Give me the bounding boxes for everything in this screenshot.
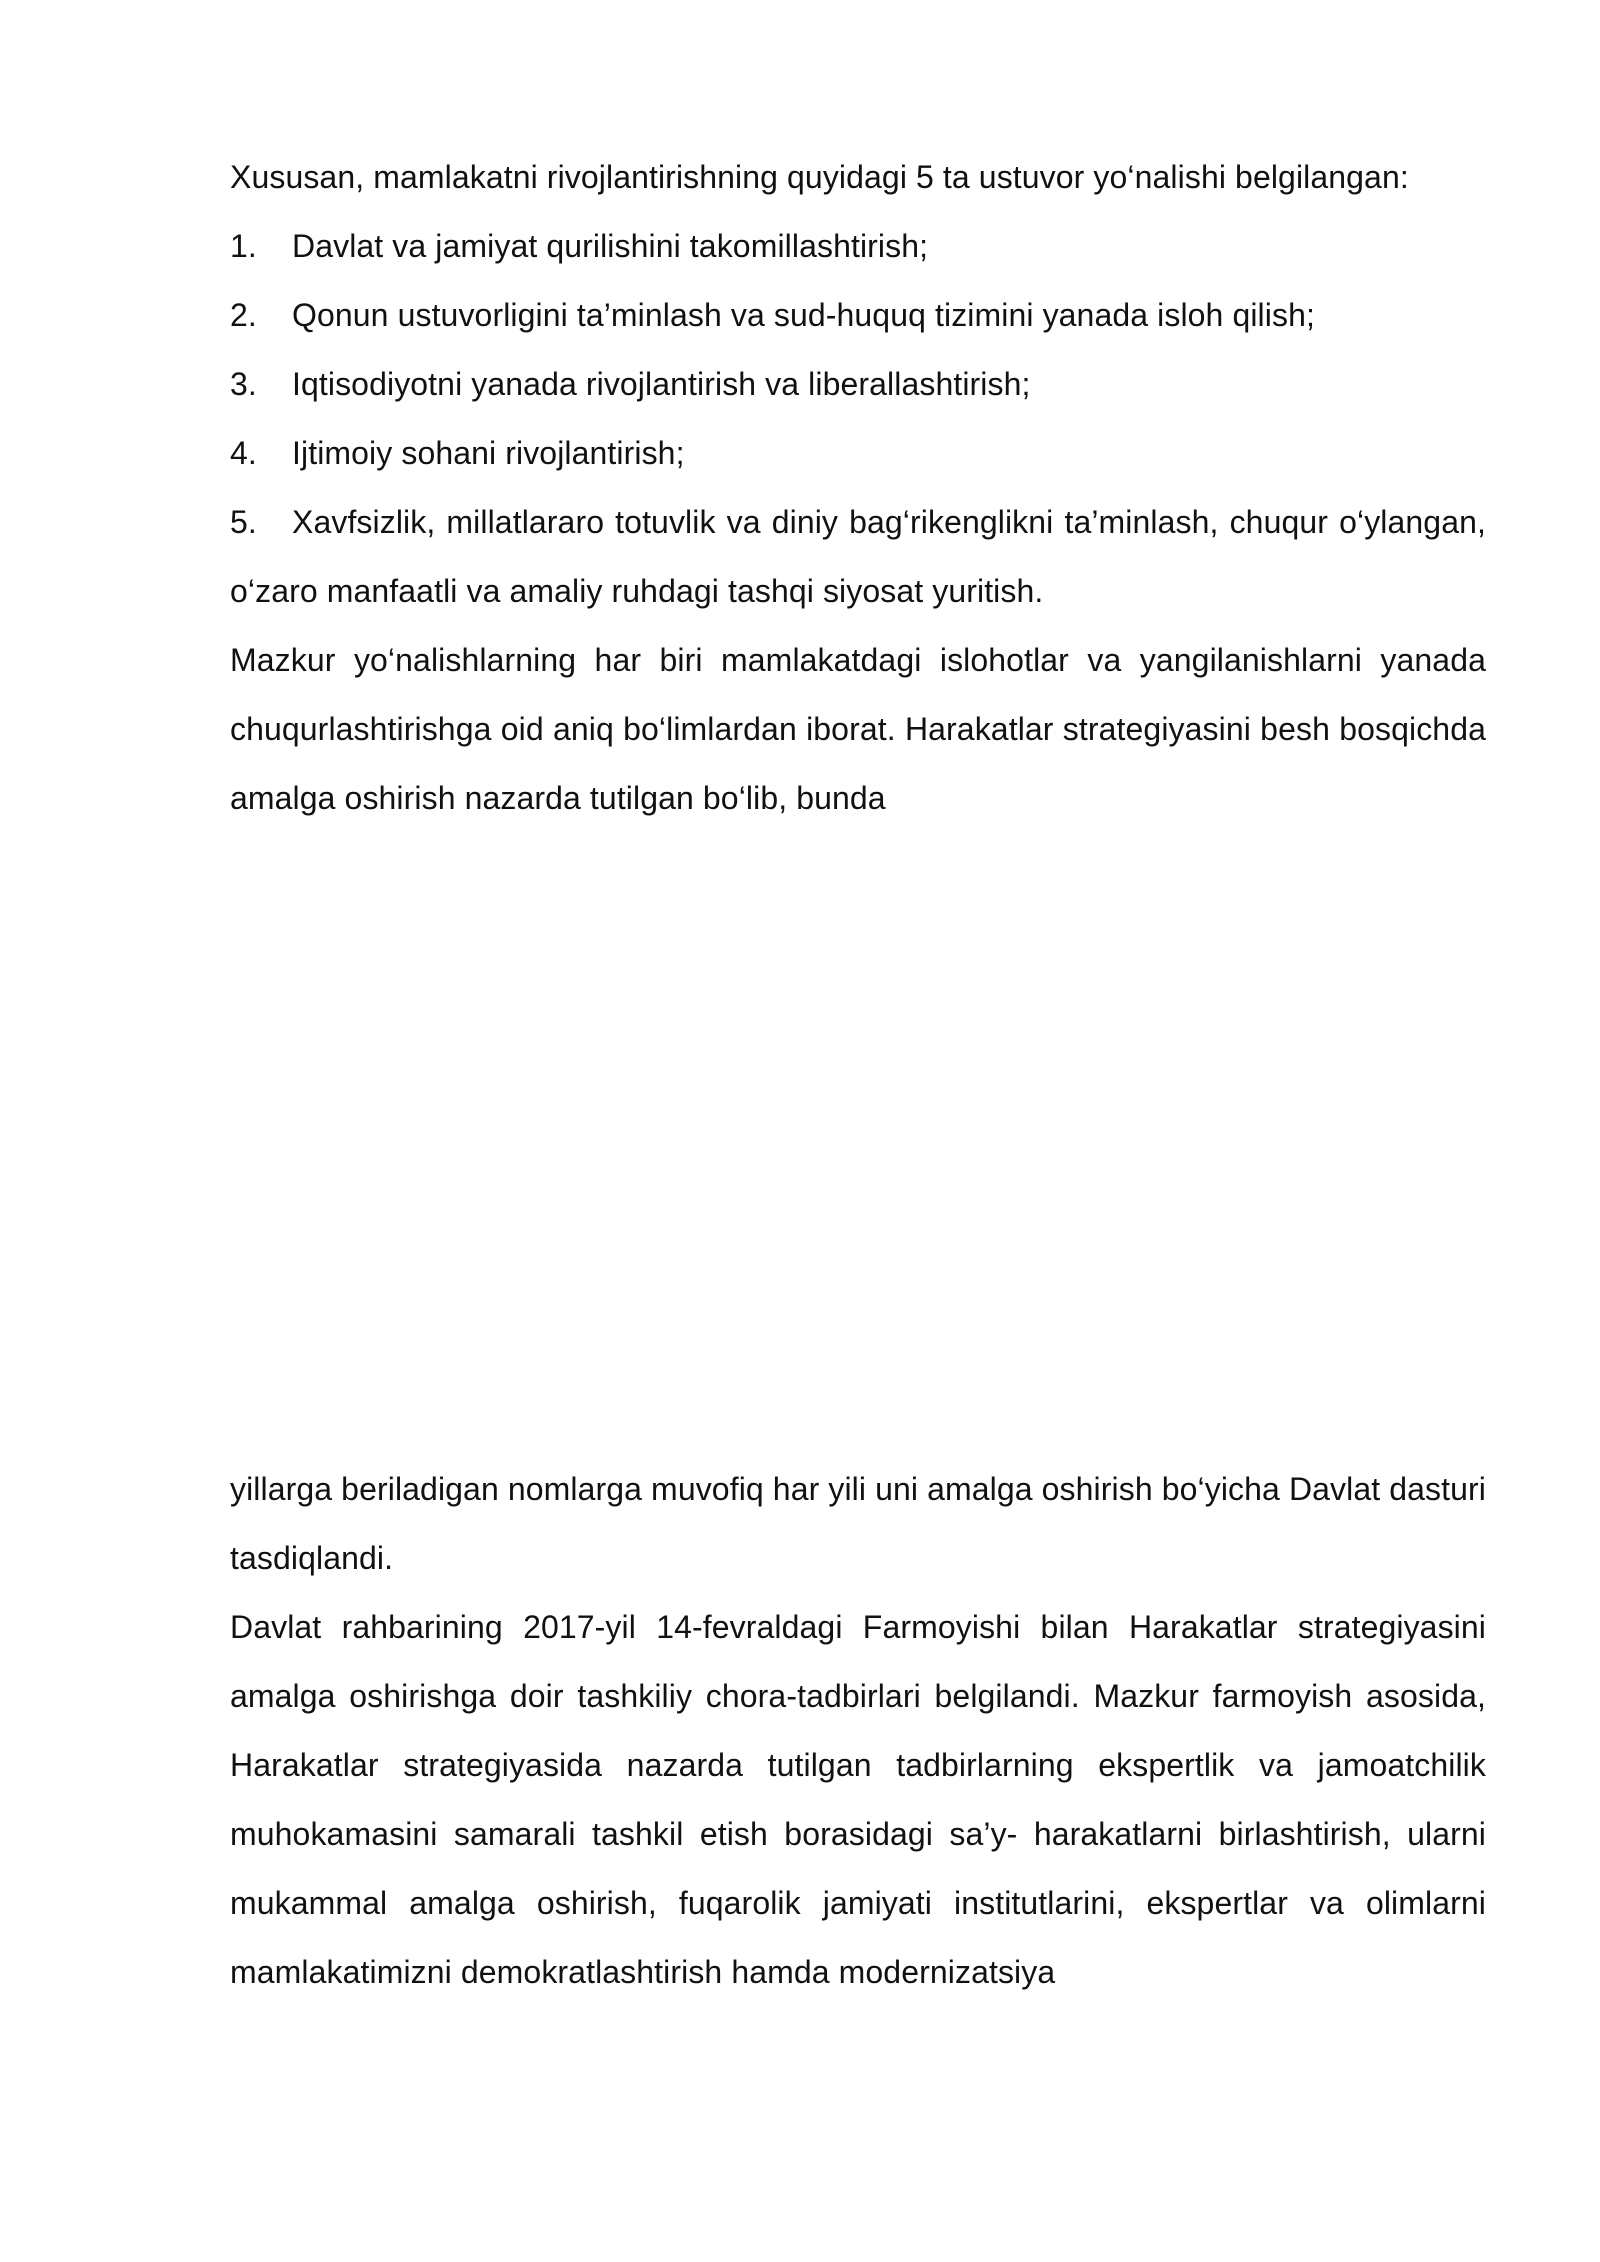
list-number: 2. (230, 297, 257, 333)
list-text: Ijtimoiy sohani rivojlantirish; (292, 435, 685, 471)
list-text: Xavfsizlik, millatlararo totuvlik va diniy bag‘rikenglikni ta’minlash, chuqur o‘ylangan, o‘zaro manfaatli va amaliy ruhdagi tashqi siyosat yuritish. (230, 504, 1486, 609)
list-text: Davlat va jamiyat qurilishini takomillashtirish; (292, 228, 929, 264)
list-item-4 (230, 419, 1486, 488)
list-item-3 (230, 350, 1486, 419)
list-number: 3. (230, 366, 257, 402)
list-number: 4. (230, 435, 257, 471)
text-block-bottom (230, 1455, 1486, 2007)
paragraph-1: Mazkur yo‘nalishlarning har biri mamlakatdagi islohotlar va yangilanishlarni yanada chuqurlashtirishga oid aniq bo‘limlardan iborat. Harakatlar strategiyasini besh bosqichda amalga oshirish nazarda tutilgan bo‘lib, bunda (230, 642, 1486, 816)
list-item-1 (230, 212, 1486, 281)
list-number: 5. (230, 504, 257, 540)
list-text: Iqtisodiyotni yanada rivojlantirish va liberallashtirish; (292, 366, 1031, 402)
intro-paragraph: Xususan, mamlakatni rivojlantirishning quyidagi 5 ta ustuvor yo‘nalishi belgilangan: (230, 159, 1409, 195)
list-item-2 (230, 281, 1486, 350)
list-text: Qonun ustuvorligini ta’minlash va sud-huquq tizimini yanada isloh qilish; (292, 297, 1315, 333)
text-block-top (230, 143, 1486, 833)
paragraph-3: Davlat rahbarining 2017-yil 14-fevraldagi Farmoyishi bilan Harakatlar strategiyasini amalga oshirishga doir tashkiliy chora-tadbirlari belgilandi. Mazkur farmoyish asosida, Harakatlar strategiyasida nazarda tutilgan tadbirlarning ekspertlik va jamoatchilik muhokamasini samarali tashkil etish borasidagi sa’y- harakatlarni birlashtirish, ularni mukammal amalga oshirish, fuqarolik jamiyati institutlarini, ekspertlar va olimlarni mamlakatimizni demokratlashtirish hamda modernizatsiya (230, 1609, 1486, 1990)
list-item-5 (230, 488, 1486, 626)
paragraph-2: yillarga beriladigan nomlarga muvofiq har yili uni amalga oshirish bo‘yicha Davlat dasturi tasdiqlandi. (230, 1471, 1486, 1576)
list-number: 1. (230, 228, 257, 264)
